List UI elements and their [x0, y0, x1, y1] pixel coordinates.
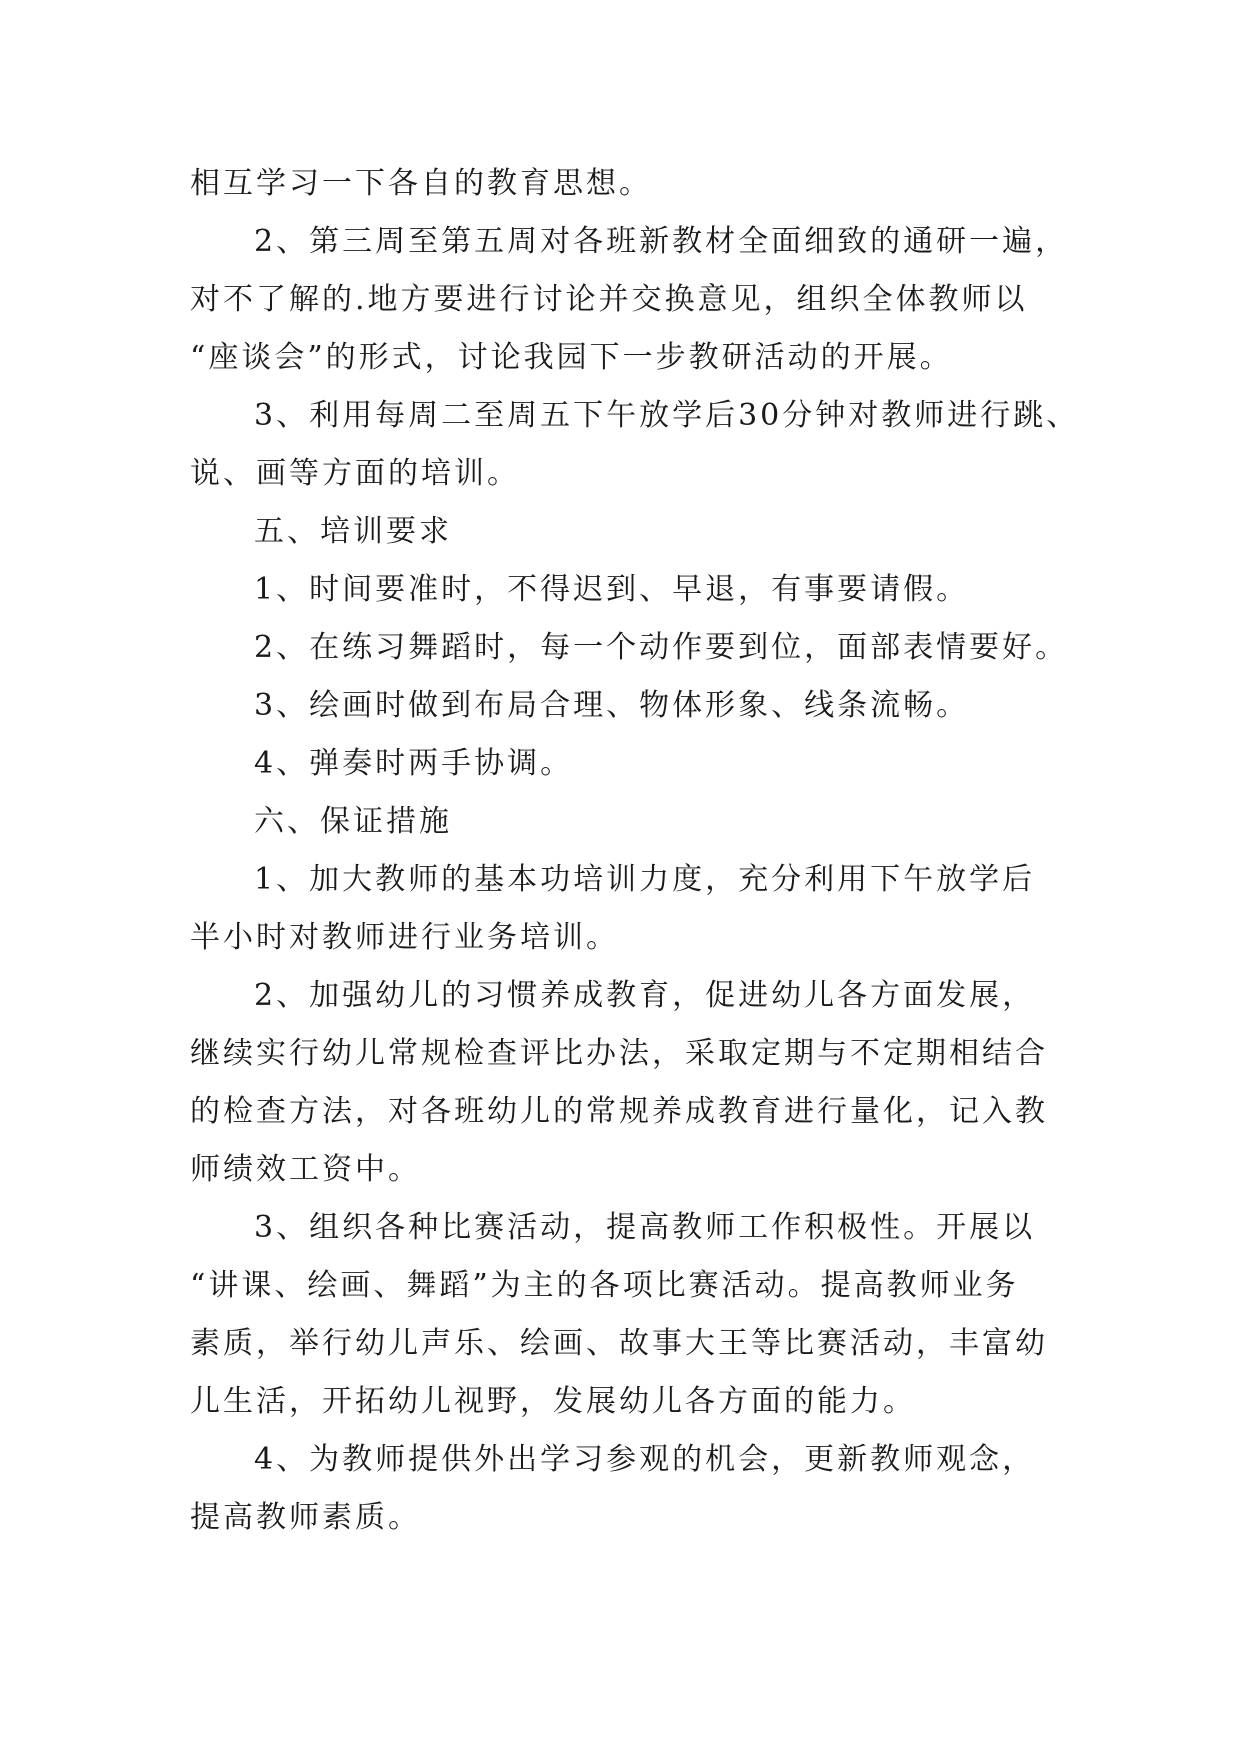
text-line: 对不了解的.地方要进行讨论并交换意见，组织全体教师以	[190, 282, 1028, 317]
text-line: 2、加强幼儿的习惯养成教育，促进幼儿各方面发展，	[254, 978, 1036, 1013]
text-line: 半小时对教师进行业务培训。	[190, 920, 619, 955]
section-heading: 六、保证措施	[254, 804, 452, 839]
section-heading: 五、培训要求	[254, 514, 452, 549]
text-line: 2、在练习舞蹈时，每一个动作要到位，面部表情要好。	[254, 630, 1069, 665]
text-line: 提高教师素质。	[190, 1500, 421, 1535]
text-line: 说、画等方面的培训。	[190, 456, 520, 491]
text-line: 相互学习一下各自的教育思想。	[190, 166, 652, 201]
text-line: 1、加大教师的基本功培训力度，充分利用下午放学后	[254, 862, 1036, 897]
text-line: 1、时间要准时，不得迟到、早退，有事要请假。	[254, 572, 970, 607]
text-line: 3、绘画时做到布局合理、物体形象、线条流畅。	[254, 688, 970, 723]
text-line: 师绩效工资中。	[190, 1152, 421, 1187]
text-line: 4、为教师提供外出学习参观的机会，更新教师观念，	[254, 1442, 1036, 1477]
text-line: 素质，举行幼儿声乐、绘画、故事大王等比赛活动，丰富幼	[190, 1326, 1048, 1361]
text-line: 3、利用每周二至周五下午放学后30分钟对教师进行跳、	[254, 398, 1080, 433]
text-line: “座谈会”的形式，讨论我园下一步教研活动的开展。	[190, 340, 953, 375]
text-line: 继续实行幼儿常规检查评比办法，采取定期与不定期相结合	[190, 1036, 1048, 1071]
text-line: “讲课、绘画、舞蹈”为主的各项比赛活动。提高教师业务	[190, 1268, 1019, 1303]
text-line: 儿生活，开拓幼儿视野，发展幼儿各方面的能力。	[190, 1384, 916, 1419]
text-line: 3、组织各种比赛活动，提高教师工作积极性。开展以	[254, 1210, 1036, 1245]
text-line: 2、第三周至第五周对各班新教材全面细致的通研一遍，	[254, 224, 1069, 259]
text-line: 4、弹奏时两手协调。	[254, 746, 574, 781]
text-line: 的检查方法，对各班幼儿的常规养成教育进行量化，记入教	[190, 1094, 1048, 1129]
